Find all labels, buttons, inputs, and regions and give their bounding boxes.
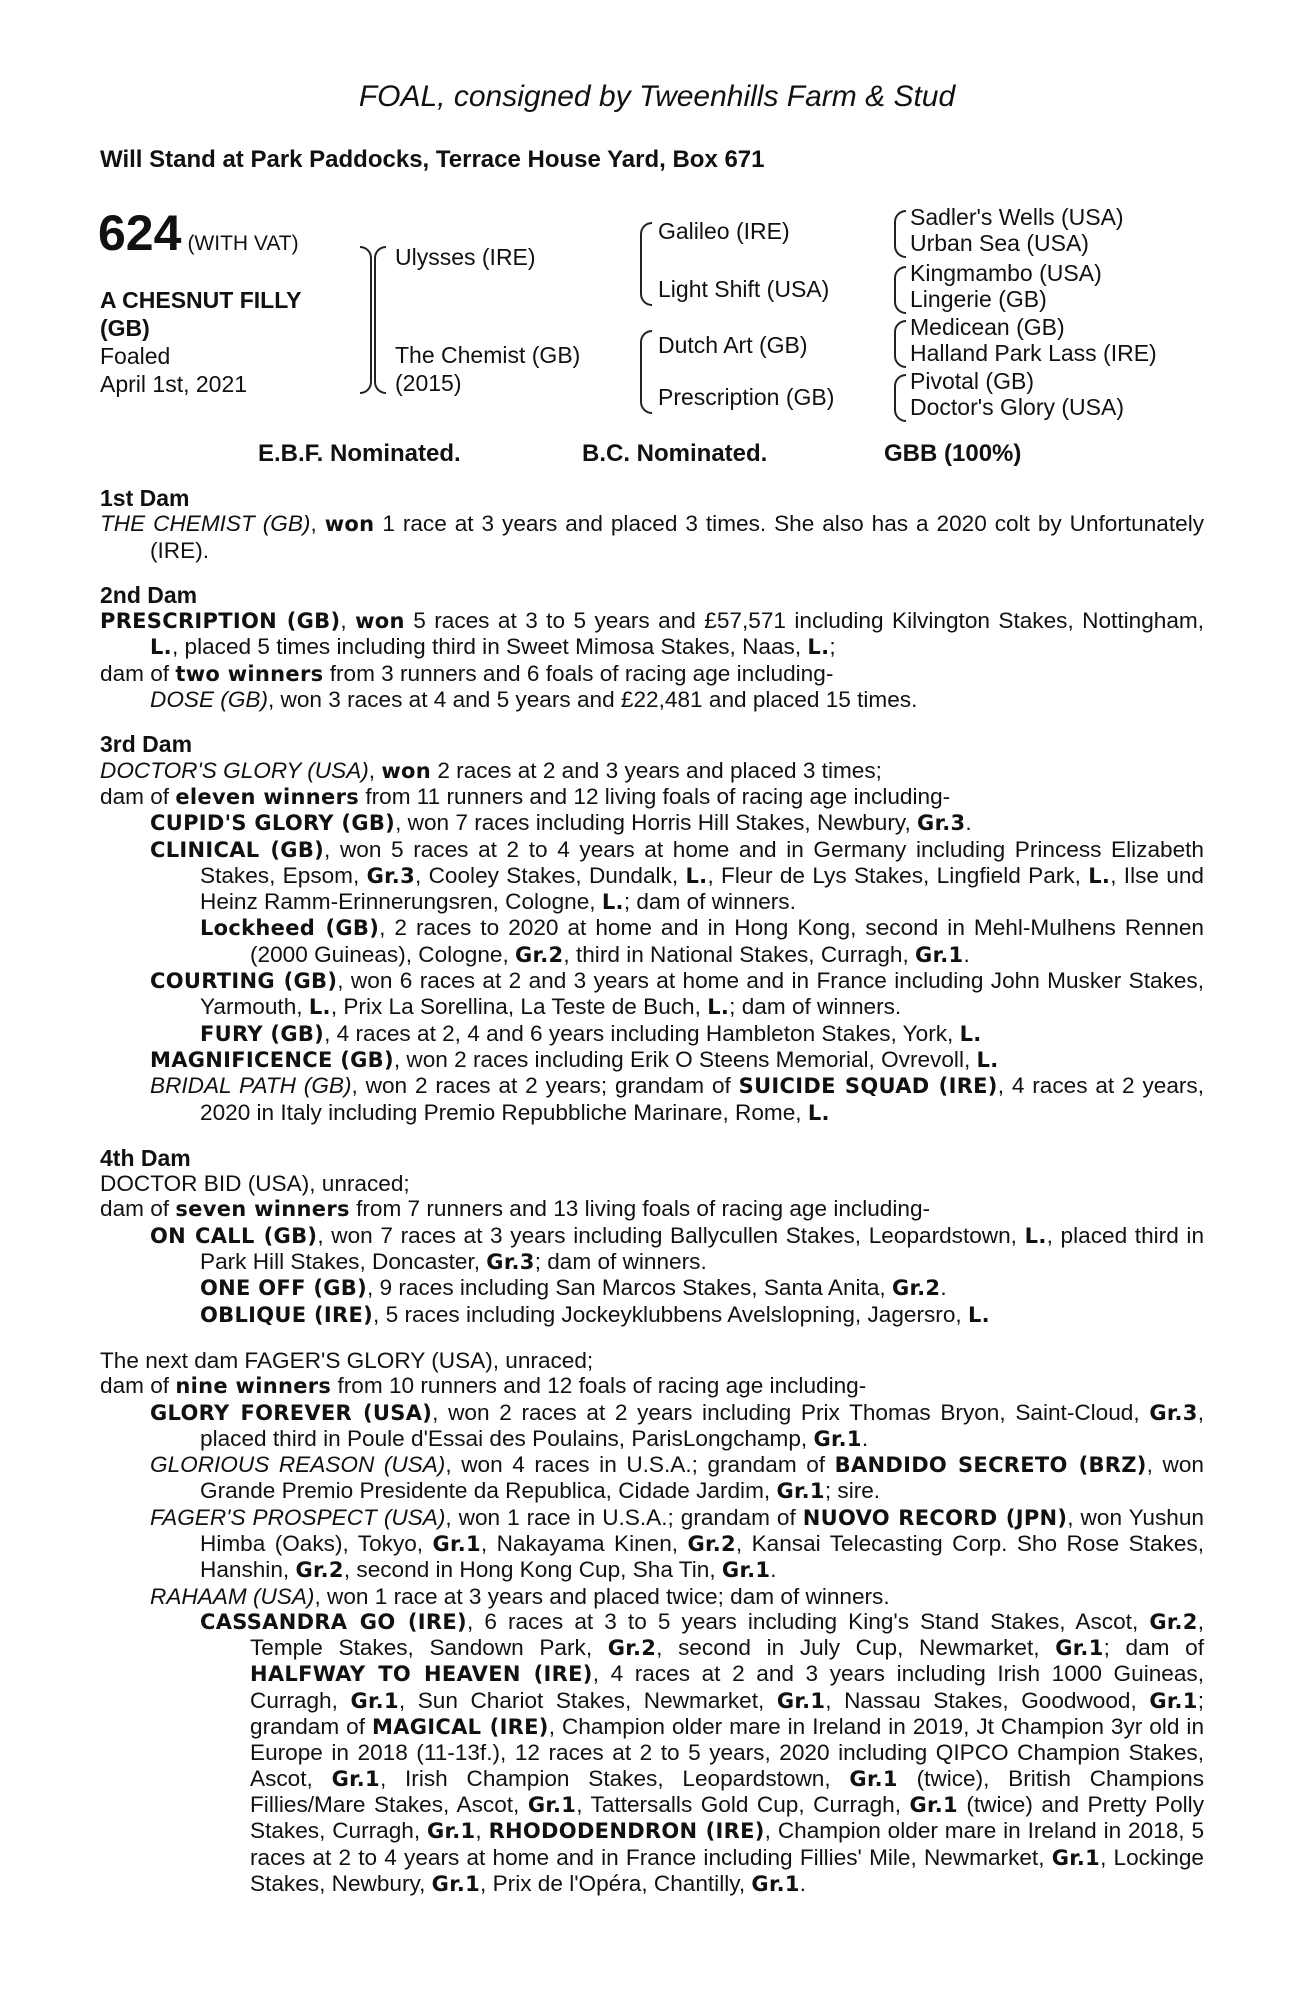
second-dam-heading: 2nd Dam <box>100 581 198 608</box>
second-dam-produce-summary: dam of two winners from 3 runners and 6 foals of racing age including- <box>100 660 834 686</box>
sire-sire-dam: Urban Sea (USA) <box>910 230 1089 256</box>
horse-description <box>100 286 360 398</box>
produce-item: FURY (GB), 4 races at 2, 4 and 6 years including Hambleton Stakes, York, L. <box>200 1020 982 1046</box>
next-dam-section <box>100 1348 1204 1897</box>
vat-note: (WITH VAT) <box>187 232 299 255</box>
produce-item: DOSE (GB), won 3 races at 4 and 5 years and £22,481 and placed 15 times. <box>150 687 918 713</box>
pedigree-brace-sire <box>640 222 652 306</box>
consignment-line: FOAL, consigned by Tweenhills Farm & Stud <box>358 80 956 113</box>
produce-item: MAGNIFICENCE (GB), won 2 races including Erik O Steens Memorial, Ovrevoll, L. <box>150 1046 999 1072</box>
catalogue-body <box>100 486 1204 1917</box>
lot-number-block <box>98 204 299 262</box>
lot-number: 624 <box>98 205 182 261</box>
fourth-dam-section <box>100 1146 1204 1328</box>
second-dam-section <box>100 583 1204 712</box>
foaled-date: April 1st, 2021 <box>100 371 248 397</box>
bc-nomination: B.C. Nominated. <box>582 440 768 467</box>
dam-sire: Dutch Art (GB) <box>658 332 808 358</box>
produce-item: CASSANDRA GO (IRE), 6 races at 3 to 5 years including King's Stand Stakes, Ascot, Gr.2, Temple Stakes, Sandown Park, Gr.2, second in July Cup, Newmarket, Gr.1; dam of HALFWAY TO HEAVEN (IRE), 4 races at 2 and 3 years including Irish 1000 Guineas, Curragh, Gr.1, Sun Chariot Stakes, Newmarket, Gr.1, Nassau Stakes, Goodwood, Gr.1; grandam of MAGICAL (IRE), Champion older mare in Ireland in 2019, Jt Champion 3yr old in Europe in 2018 (11-13f.), 12 races at 2 to 5 years, 2020 including QIPCO Champion Stakes, Ascot, Gr.1, Irish Champion Stakes, Leopardstown, Gr.1 (twice), British Champions Fillies/Mare Stakes, Ascot, Gr.1, Tattersalls Gold Cup, Curragh, Gr.1 (twice) and Pretty Polly Stakes, Curragh, Gr.1, RHODODENDRON (IRE), Champion older mare in Ireland in 2018, 5 races at 2 to 4 years at home and in France including Fillies' Mile, Newmarket, Gr.1, Lockinge Stakes, Newbury, Gr.1, Prix de l'Opéra, Chantilly, Gr.1. <box>200 1608 1205 1896</box>
third-dam-produce-summary: dam of eleven winners from 11 runners and 12 living foals of racing age including- <box>100 783 951 809</box>
foaled-label: Foaled <box>100 343 171 369</box>
produce-item: GLORY FOREVER (USA), won 2 races at 2 years including Prix Thomas Bryon, Saint-Cloud, Gr.3, placed third in Poule d'Essai des Poulains, ParisLongchamp, Gr.1. <box>150 1399 1204 1451</box>
sire-sire-sire: Sadler's Wells (USA) <box>910 204 1124 230</box>
pedigree-brace-sd <box>894 266 906 314</box>
produce-item: RAHAAM (USA), won 1 race at 3 years and placed twice; dam of winners. <box>150 1583 890 1609</box>
sire-sire: Galileo (IRE) <box>658 218 790 244</box>
dam-sire-sire: Medicean (GB) <box>910 314 1065 340</box>
first-dam-heading: 1st Dam <box>100 485 190 511</box>
dam-dam: Prescription (GB) <box>658 384 835 410</box>
dam-dam-sire: Pivotal (GB) <box>910 368 1034 394</box>
produce-item: CLINICAL (GB), won 5 races at 2 to 4 years at home and in Germany including Princess Elizabeth Stakes, Epsom, Gr.3, Cooley Stakes, Dundalk, L., Fleur de Lys Stakes, Lingfield Park, L., Ilse und Heinz Ramm-Erinnerungsren, Cologne, L.; dam of winners. <box>150 836 1204 915</box>
sire-dam: Light Shift (USA) <box>658 276 830 302</box>
produce-item: COURTING (GB), won 6 races at 2 and 3 years at home and in France including John Musker Stakes, Yarmouth, L., Prix La Sorellina, La Teste de Buch, L.; dam of winners. <box>150 968 1204 1020</box>
produce-item: CUPID'S GLORY (GB), won 7 races including Horris Hill Stakes, Newbury, Gr.3. <box>150 810 972 836</box>
second-dam-text: PRESCRIPTION (GB), won 5 races at 3 to 5 years and £57,571 including Kilvington Stakes, Nottingham, L., placed 5 times including third in Sweet Mimosa Stakes, Naas, L.; <box>100 608 1204 660</box>
produce-item: GLORIOUS REASON (USA), won 4 races in U.S.A.; grandam of BANDIDO SECRETO (BRZ), won Grande Premio Presidente da Republica, Cidade Jardim, Gr.1; sire. <box>150 1452 1204 1504</box>
pedigree-brace-dam <box>640 330 652 414</box>
produce-item: ONE OFF (GB), 9 races including San Marcos Stakes, Santa Anita, Gr.2. <box>200 1275 947 1301</box>
fourth-dam-text: DOCTOR BID (USA), unraced; <box>100 1171 410 1197</box>
produce-item: FAGER'S PROSPECT (USA), won 1 race in U.S.A.; grandam of NUOVO RECORD (JPN), won Yushun Himba (Oaks), Tokyo, Gr.1, Nakayama Kinen, Gr.2, Kansai Telecasting Corp. Sho Rose Stakes, Hanshin, Gr.2, second in Hong Kong Cup, Sha Tin, Gr.1. <box>150 1504 1204 1583</box>
next-dam-text: The next dam FAGER'S GLORY (USA), unraced; <box>100 1347 594 1373</box>
stand-location: Will Stand at Park Paddocks, Terrace House Yard, Box 671 <box>100 146 765 173</box>
dam-dam-dam: Doctor's Glory (USA) <box>910 394 1124 420</box>
pedigree-brace-dd <box>894 374 906 422</box>
produce-item: ON CALL (GB), won 7 races at 3 years including Ballycullen Stakes, Leopardstown, L., placed third in Park Hill Stakes, Doncaster, Gr.3; dam of winners. <box>150 1222 1205 1275</box>
sire: Ulysses (IRE) <box>395 244 536 270</box>
fourth-dam-produce-summary: dam of seven winners from 7 runners and 13 living foals of racing age including- <box>100 1196 931 1222</box>
produce-item: Lockheed (GB), 2 races to 2020 at home and in Hong Kong, second in Mehl-Mulhens Rennen (2000 Guineas), Cologne, Gr.2, third in National Stakes, Curragh, Gr.1. <box>200 915 1204 967</box>
gbb-rating: GBB (100%) <box>884 440 1022 467</box>
sire-dam-dam: Lingerie (GB) <box>910 286 1047 312</box>
third-dam-section <box>100 732 1204 1125</box>
dam: The Chemist (GB) <box>395 342 581 368</box>
pedigree-brace-sire-dam <box>374 246 386 394</box>
fourth-dam-heading: 4th Dam <box>100 1144 191 1171</box>
first-dam-section <box>100 486 1204 563</box>
pedigree-brace-ss <box>894 210 906 258</box>
pedigree-brace-ds <box>894 320 906 368</box>
third-dam-heading: 3rd Dam <box>100 731 193 758</box>
horse-name: A CHESNUT FILLY <box>100 287 302 313</box>
next-dam-produce-summary: dam of nine winners from 10 runners and 12 foals of racing age including- <box>100 1373 867 1399</box>
sire-dam-sire: Kingmambo (USA) <box>910 260 1102 286</box>
third-dam-text: DOCTOR'S GLORY (USA), won 2 races at 2 and 3 years and placed 3 times; <box>100 757 882 783</box>
dam-year: (2015) <box>395 370 462 396</box>
pedigree-brace-main <box>360 246 372 394</box>
ebf-nomination: E.B.F. Nominated. <box>258 440 461 467</box>
horse-country: (GB) <box>100 315 150 341</box>
produce-item: BRIDAL PATH (GB), won 2 races at 2 years; grandam of SUICIDE SQUAD (IRE), 4 races at 2 years, 2020 in Italy including Premio Repubbliche Marinare, Rome, L. <box>150 1073 1204 1125</box>
first-dam-text: THE CHEMIST (GB), won 1 race at 3 years and placed 3 times. She also has a 2020 colt by Unfortunately (IRE). <box>100 511 1205 563</box>
produce-item: OBLIQUE (IRE), 5 races including Jockeyklubbens Avelslopning, Jagersro, L. <box>200 1301 990 1327</box>
dam-sire-dam: Halland Park Lass (IRE) <box>910 340 1157 366</box>
